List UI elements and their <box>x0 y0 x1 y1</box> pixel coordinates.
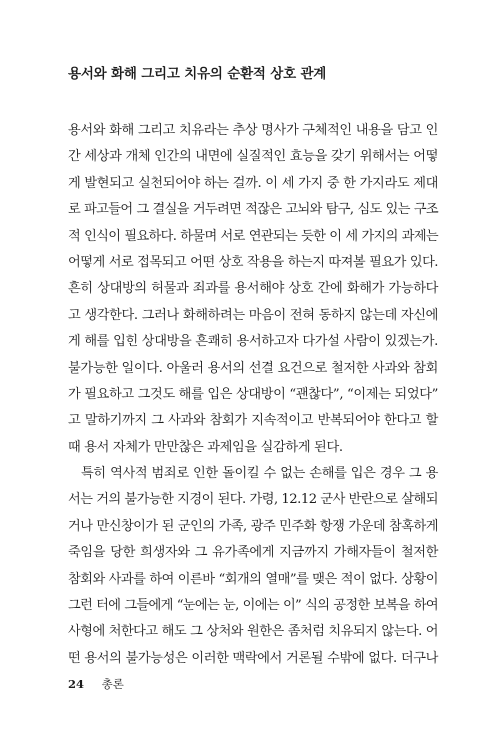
text-line: 간 세상과 개체 인간의 내면에 실질적인 효능을 갖기 위해서는 어떻 <box>68 149 438 165</box>
text-line: 불가능한 일이다. 아울러 용서의 선결 요건으로 철저한 사과와 참회 <box>68 360 438 376</box>
text-line: 죽임을 당한 희생자와 그 유가족에게 지금까지 가해자들이 철저한 <box>68 545 438 561</box>
text-line: 게 발현되고 실천되어야 하는 걸까. 이 세 가지 중 한 가지라도 제대 <box>68 175 438 191</box>
text-line: 그런 터에 그들에게 “눈에는 눈, 이에는 이” 식의 공정한 보복을 하여 <box>68 598 438 614</box>
text-line: 가 필요하고 그것도 해를 입은 상대방이 “괜찮다”, “이제는 되었다” <box>68 386 438 402</box>
text-line: 거나 만신창이가 된 군인의 가족, 광주 민주화 항쟁 가운데 참혹하게 <box>68 518 438 534</box>
text-line: 어떻게 서로 접목되고 어떤 상호 작용을 하는지 따져볼 필요가 있다. <box>68 254 438 270</box>
body-text <box>68 118 438 672</box>
text-line: 흔히 상대방의 허물과 죄과를 용서해야 상호 간에 화해가 가능하다 <box>68 281 438 297</box>
text-line: 게 해를 입힌 상대방을 흔쾌히 용서하고자 다가설 사람이 있겠는가. <box>68 334 438 350</box>
section-heading: 용서와 화해 그리고 치유의 순환적 상호 관계 <box>68 66 327 82</box>
text-line: 고 생각한다. 그러나 화해하려는 마음이 전혀 동하지 않는데 자신에 <box>68 307 438 323</box>
text-line: 떤 용서의 불가능성은 이러한 맥락에서 거론될 수밖에 없다. 더구나 <box>68 650 438 666</box>
running-footer-section: 총론 <box>101 677 124 691</box>
text-line: 특히 역사적 범죄로 인한 돌이킬 수 없는 손해를 입은 경우 그 용 <box>81 466 438 482</box>
text-line: 용서와 화해 그리고 치유라는 추상 명사가 구체적인 내용을 담고 인 <box>68 123 438 138</box>
text-line: 적 인식이 필요하다. 하물며 서로 연관되는 듯한 이 세 가지의 과제는 <box>68 228 438 244</box>
page-number: 24 <box>68 677 85 691</box>
text-line: 참회와 사과를 하여 이른바 “회개의 열매”를 맺은 적이 없다. 상황이 <box>68 571 438 587</box>
text-line: 때 용서 자체가 만만찮은 과제임을 실감하게 된다. <box>68 439 343 455</box>
text-line: 로 파고들어 그 결실을 거두려면 적잖은 고뇌와 탐구, 심도 있는 구조 <box>68 202 438 218</box>
text-line: 고 말하기까지 그 사과와 참회가 지속적이고 반복되어야 한다고 할 <box>68 413 438 429</box>
text-line: 사형에 처한다고 해도 그 상처와 원한은 좀처럼 치유되지 않는다. 어 <box>68 624 438 640</box>
page-footer <box>68 676 124 692</box>
text-line: 서는 거의 불가능한 지경이 된다. 가령, 12.12 군사 반란으로 살해되 <box>68 492 438 508</box>
